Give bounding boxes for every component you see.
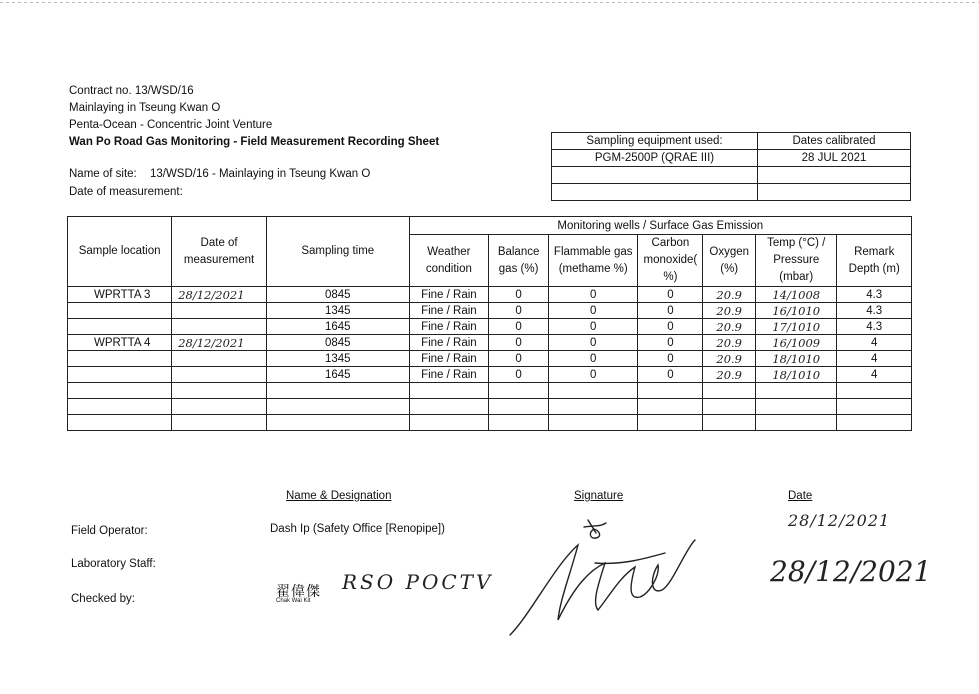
cell-oxygen [703,415,756,431]
cell-location [68,367,172,383]
cell-remark: 4 [837,351,912,367]
cell-balance: 0 [489,319,549,335]
cell-oxygen: 20.9 [703,335,756,351]
cell-flammable: 0 [549,367,638,383]
cell-flammable [549,415,638,431]
cell-carbon [638,399,703,415]
cell-carbon [638,383,703,399]
cell-time: 1645 [266,367,409,383]
cell-temp: 18/1010 [756,351,837,367]
field-operator-date: 28/12/2021 [788,511,891,530]
cell-time: 1345 [266,351,409,367]
equipment-empty [552,167,758,184]
cell-time [266,415,409,431]
cell-temp: 17/1010 [756,319,837,335]
field-operator-label: Field Operator: [71,525,148,537]
cell-oxygen: 20.9 [703,303,756,319]
cell-oxygen: 20.9 [703,319,756,335]
header-date: Date of measurement [172,217,267,287]
cell-balance: 0 [489,351,549,367]
cell-weather [409,383,489,399]
calibration-empty [758,167,911,184]
table-row [68,399,912,415]
cell-balance: 0 [489,367,549,383]
contractor-name: Penta-Ocean - Concentric Joint Venture [69,119,273,131]
cell-flammable [549,383,638,399]
field-operator-name: Dash Ip (Safety Office [Renopipe]) [270,523,445,535]
cell-date [172,303,267,319]
cell-time [266,383,409,399]
cell-oxygen [703,383,756,399]
equipment-table [551,132,911,201]
cell-date [172,415,267,431]
cell-weather [409,415,489,431]
cell-carbon [638,415,703,431]
cell-balance [489,415,549,431]
cell-time: 1345 [266,303,409,319]
cell-oxygen: 20.9 [703,351,756,367]
cell-time: 0845 [266,335,409,351]
document-header [69,83,439,151]
cell-oxygen [703,399,756,415]
cell-carbon: 0 [638,335,703,351]
equipment-header: Sampling equipment used: [552,133,758,150]
cell-carbon: 0 [638,303,703,319]
cell-time [266,399,409,415]
cell-date [172,319,267,335]
cell-location [68,303,172,319]
checked-by-label: Checked by: [71,593,135,605]
cell-flammable: 0 [549,303,638,319]
calibration-header: Dates calibrated [758,133,911,150]
cell-balance: 0 [489,287,549,303]
cell-date: 28/12/2021 [172,335,267,351]
header-sample-location: Sample location [68,217,172,287]
table-row [68,319,912,335]
checker-romanized-name: Chak Wai Kit [276,598,311,604]
cell-oxygen: 20.9 [703,287,756,303]
header-remark-depth: Remark Depth (m) [837,235,912,287]
cell-temp: 16/1009 [756,335,837,351]
cell-time: 1645 [266,319,409,335]
site-line [69,168,370,180]
cell-location [68,399,172,415]
equipment-name: PGM-2500P (QRAE III) [552,150,758,167]
cell-date: 28/12/2021 [172,287,267,303]
header-monitoring-group: Monitoring wells / Surface Gas Emission [409,217,911,235]
document-title: Wan Po Road Gas Monitoring - Field Measurement Recording Sheet [69,136,440,148]
cell-temp: 16/1010 [756,303,837,319]
table-row [68,367,912,383]
cell-balance: 0 [489,303,549,319]
table-row [68,303,912,319]
cell-weather: Fine / Rain [409,303,489,319]
measurement-rows [68,287,912,431]
header-weather: Weather condition [409,235,489,287]
header-oxygen: Oxygen (%) [703,235,756,287]
cell-weather: Fine / Rain [409,335,489,351]
cell-time: 0845 [266,287,409,303]
signature-scribble [500,505,700,645]
date-of-measurement-label: Date of measurement: [69,186,183,198]
header-carbon-monoxide: Carbon monoxide( %) [638,235,703,287]
cell-flammable: 0 [549,351,638,367]
calibration-date: 28 JUL 2021 [758,150,911,167]
footer-signature-heading: Signature [574,490,624,502]
cell-balance: 0 [489,335,549,351]
table-row [68,335,912,351]
cell-date [172,383,267,399]
cell-oxygen: 20.9 [703,367,756,383]
laboratory-staff-label: Laboratory Staff: [71,558,156,570]
cell-flammable [549,399,638,415]
scan-edge-line [0,2,979,3]
cell-flammable: 0 [549,335,638,351]
cell-flammable: 0 [549,319,638,335]
header-flammable-gas: Flammable gas (methame %) [549,235,638,287]
table-row [68,415,912,431]
table-row [68,383,912,399]
cell-carbon: 0 [638,351,703,367]
cell-weather [409,399,489,415]
cell-carbon: 0 [638,367,703,383]
cell-location [68,319,172,335]
site-label: Name of site: [69,168,137,180]
checker-chinese-name: 翟偉傑 [276,583,321,599]
cell-balance [489,399,549,415]
cell-weather: Fine / Rain [409,287,489,303]
equipment-empty [552,184,758,201]
cell-remark: 4.3 [837,287,912,303]
project-name: Mainlaying in Tseung Kwan O [69,102,221,114]
cell-date [172,351,267,367]
calibration-empty [758,184,911,201]
cell-carbon: 0 [638,287,703,303]
cell-remark: 4.3 [837,303,912,319]
cell-remark: 4.3 [837,319,912,335]
site-value: 13/WSD/16 - Mainlaying in Tseung Kwan O [149,168,371,180]
cell-location [68,351,172,367]
cell-temp [756,415,837,431]
cell-location: WPRTTA 3 [68,287,172,303]
cell-location: WPRTTA 4 [68,335,172,351]
cell-temp [756,383,837,399]
cell-remark: 4 [837,335,912,351]
cell-location [68,383,172,399]
cell-weather: Fine / Rain [409,319,489,335]
cell-remark [837,399,912,415]
cell-location [68,415,172,431]
cell-balance [489,383,549,399]
table-row [68,287,912,303]
cell-temp: 18/1010 [756,367,837,383]
cell-weather: Fine / Rain [409,367,489,383]
cell-weather: Fine / Rain [409,351,489,367]
header-balance-gas: Balance gas (%) [489,235,549,287]
header-sampling-time: Sampling time [266,217,409,287]
footer-name-heading: Name & Designation [286,490,392,502]
checker-role: RSO POCTV [342,570,494,594]
cell-carbon: 0 [638,319,703,335]
cell-remark: 4 [837,367,912,383]
cell-date [172,367,267,383]
contract-number: Contract no. 13/WSD/16 [69,85,194,97]
footer-date-heading: Date [788,490,813,502]
cell-remark [837,415,912,431]
cell-date [172,399,267,415]
checked-date: 28/12/2021 [770,555,932,588]
header-temp-pressure: Temp (°C) / Pressure (mbar) [756,235,837,287]
table-row [68,351,912,367]
cell-temp: 14/1008 [756,287,837,303]
cell-remark [837,383,912,399]
cell-temp [756,399,837,415]
cell-flammable: 0 [549,287,638,303]
measurement-table [67,216,912,431]
